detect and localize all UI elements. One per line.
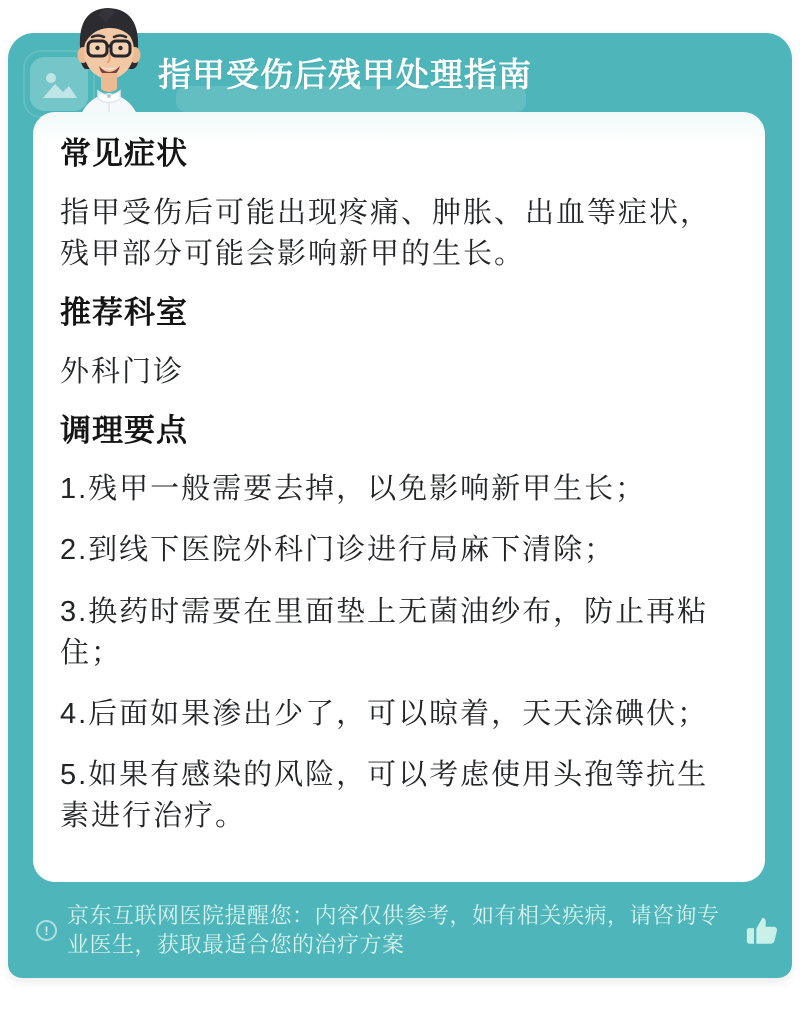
page-title: 指甲受伤后残甲处理指南 [158, 56, 532, 93]
section-heading-department: 推荐科室 [60, 294, 188, 330]
disclaimer-text: 京东互联网医院提醒您：内容仅供参考，如有相关疾病，请咨询专业医生，获取最适合您的治疗方案 [67, 903, 720, 957]
content-card [33, 112, 765, 882]
footer-disclaimer [8, 882, 792, 959]
thumbs-up-icon[interactable] [745, 915, 779, 946]
care-point-item: 1.残甲一般需要去掉，以免影响新甲生长； [60, 473, 647, 506]
header [8, 33, 792, 112]
care-point-item: 4.后面如果渗出少了，可以晾着，天天涂碘伏； [60, 697, 709, 730]
section-heading-care-points: 调理要点 [60, 412, 188, 448]
consultation-card [8, 33, 792, 978]
section-heading-symptoms: 常见症状 [60, 136, 188, 171]
alert-icon: ! [36, 920, 57, 941]
care-point-item: 2.到线下医院外科门诊进行局麻下清除； [60, 534, 616, 567]
care-point-item: 3.换药时需要在里面垫上无菌油纱布，防止再粘住； [60, 595, 709, 669]
symptoms-paragraph: 指甲受伤后可能出现疼痛、肿胀、出血等症状，残甲部分可能会影响新甲的生长。 [60, 196, 712, 270]
care-point-item: 5.如果有感染的风险，可以考虑使用头孢等抗生素进行治疗。 [60, 759, 709, 833]
department-paragraph: 外科门诊 [60, 355, 185, 388]
